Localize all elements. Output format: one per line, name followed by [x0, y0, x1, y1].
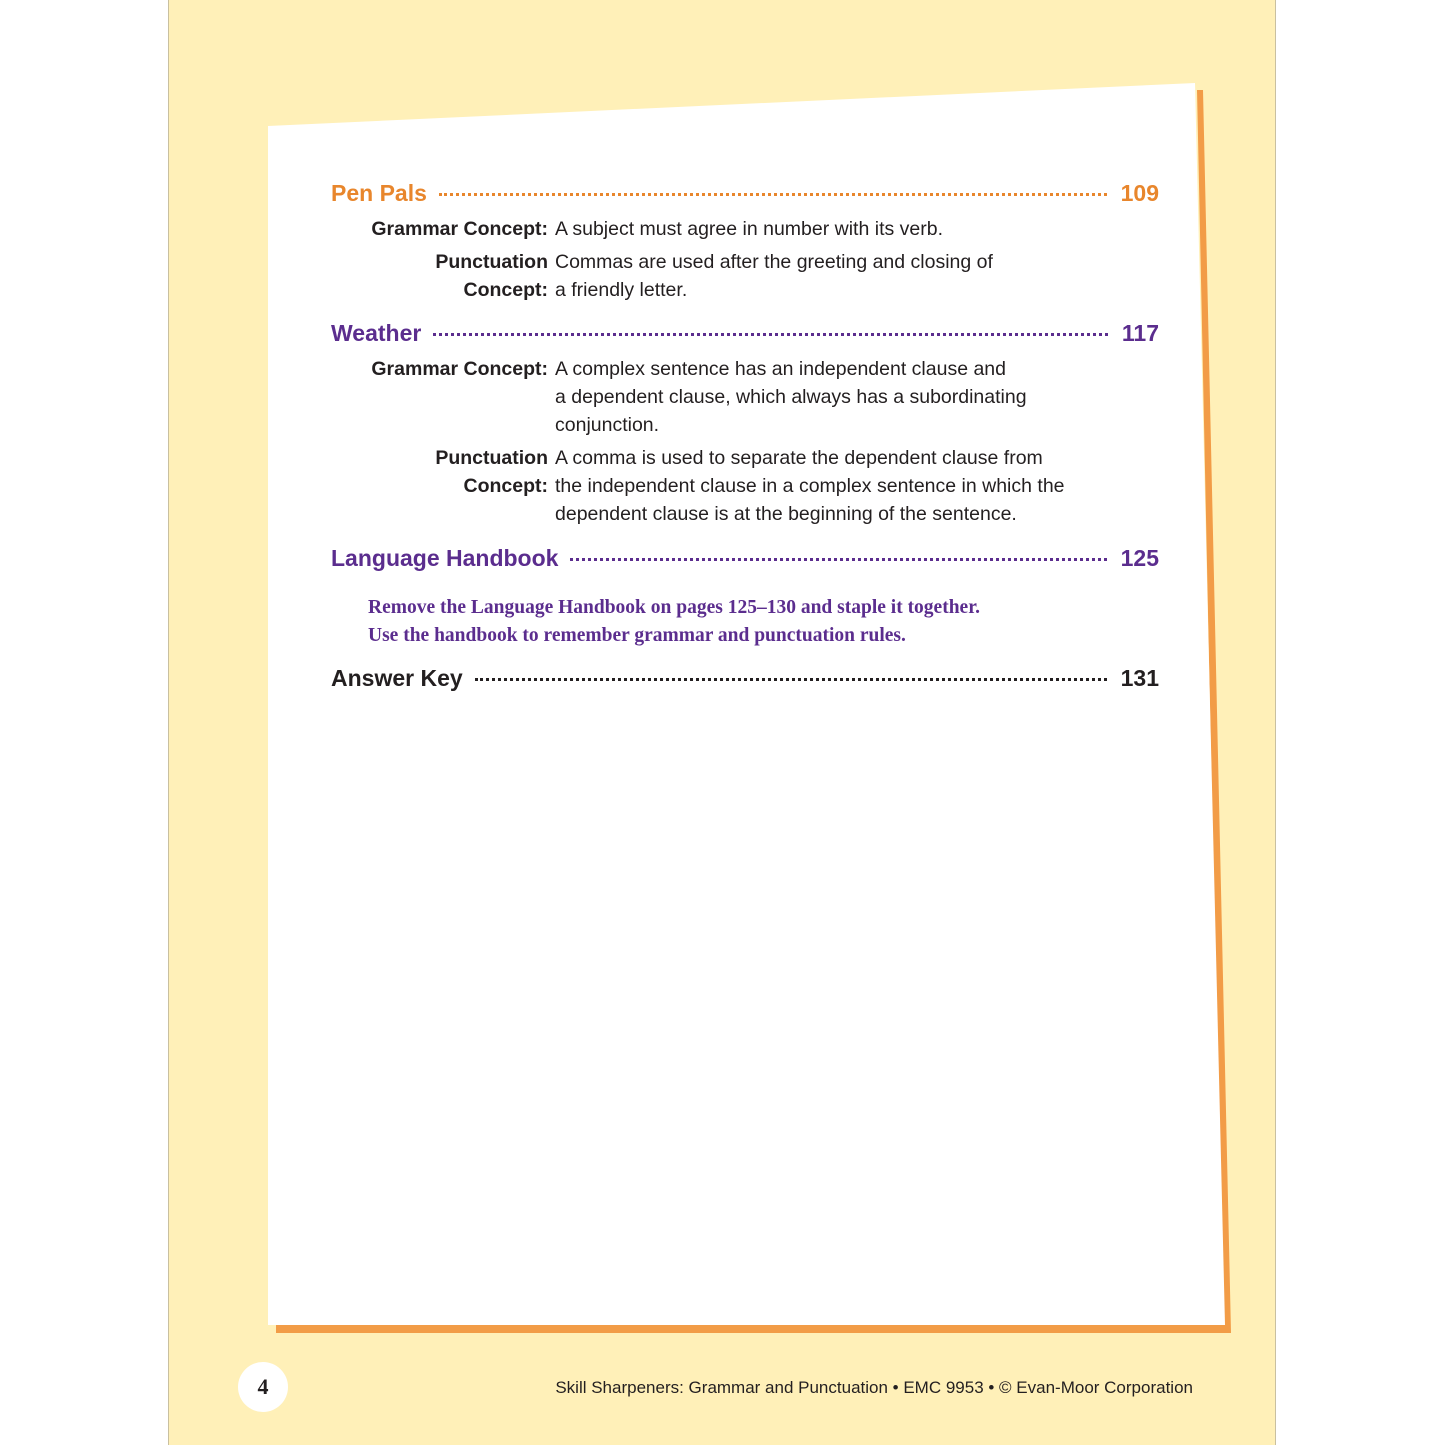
- toc-entry-pen-pals[interactable]: [331, 180, 1159, 207]
- concept-text: [555, 215, 1075, 243]
- dot-leader: [439, 193, 1107, 196]
- note-line: Remove the Language Handbook on pages 125–130 and staple it together.: [368, 597, 980, 618]
- concept-label: Grammar Concept:: [371, 358, 548, 380]
- concept-label: Punctuation Concept:: [435, 251, 548, 301]
- grammar-concept: [360, 355, 1075, 439]
- toc-entry-weather[interactable]: [331, 320, 1159, 347]
- entry-page-number: 109: [1120, 180, 1159, 206]
- concept-line: dependent clause is at the beginning of the sentence.: [555, 503, 1017, 525]
- concept-label: Punctuation Concept:: [435, 447, 548, 497]
- page-number-badge: 4: [238, 1362, 288, 1412]
- concept-text: [555, 355, 1075, 439]
- entry-page-number: 131: [1120, 665, 1159, 691]
- entry-page-number: 117: [1121, 320, 1159, 346]
- concept-label: Grammar Concept:: [371, 218, 548, 240]
- concept-text: [555, 444, 1075, 528]
- toc-entry-language-handbook[interactable]: [331, 545, 1159, 572]
- punctuation-concept: [360, 444, 1075, 528]
- toc-entry-answer-key[interactable]: [331, 665, 1159, 692]
- concept-line: Commas are used after the greeting and closing of: [555, 251, 993, 273]
- entry-page-number: 125: [1120, 545, 1159, 571]
- entry-title: Answer Key: [331, 665, 463, 691]
- concept-line: A comma is used to separate the dependent clause from: [555, 447, 1043, 469]
- entry-title: Language Handbook: [331, 545, 559, 571]
- concept-line: A subject must agree in number with its verb.: [555, 218, 944, 240]
- handbook-note: [368, 594, 980, 650]
- dot-leader: [570, 558, 1106, 561]
- concept-line: A complex sentence has an independent clause and: [555, 358, 1006, 380]
- concept-line: the independent clause in a complex sentence in which the: [555, 475, 1065, 497]
- dot-leader: [433, 333, 1108, 336]
- concept-line: a dependent clause, which always has a subordinating: [555, 386, 1027, 408]
- punctuation-concept: [360, 248, 1075, 304]
- dot-leader: [475, 678, 1107, 681]
- footer-credit: Skill Sharpeners: Grammar and Punctuation • EMC 9953 • © Evan-Moor Corporation: [555, 1378, 1193, 1397]
- entry-title: Weather: [331, 320, 422, 346]
- grammar-concept: [360, 215, 1075, 243]
- concept-text: [555, 248, 1075, 304]
- entry-title: Pen Pals: [331, 180, 427, 206]
- note-line: Use the handbook to remember grammar and punctuation rules.: [368, 625, 906, 646]
- concept-line: a friendly letter.: [555, 279, 688, 301]
- concept-line: conjunction.: [555, 414, 660, 436]
